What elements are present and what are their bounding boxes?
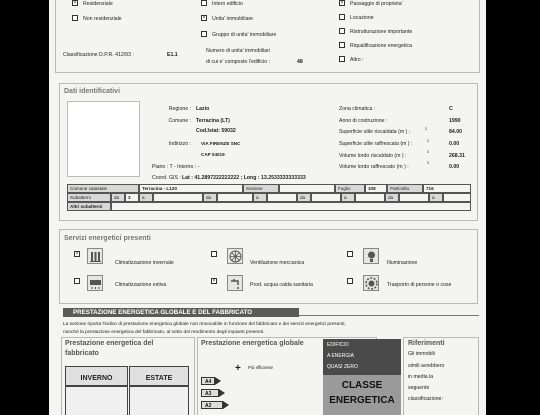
checkbox-residenziale[interactable]: ×: [73, 0, 77, 6]
checkbox-riqualificazione[interactable]: [339, 42, 345, 48]
servizi-title: Servizi energetici presenti: [64, 235, 151, 242]
classe-line-1: CLASSE: [341, 380, 383, 391]
riferimenti-text-5: classificazione:: [408, 396, 443, 402]
catasto-sezione-label: Sezione: [243, 184, 279, 193]
piano-value: Piano : T - Interno : -: [152, 164, 200, 170]
edificio-line-2: A ENERGIA: [327, 353, 354, 359]
regione-label: Regione :: [168, 106, 191, 112]
sup-raff-value: 0.00: [449, 141, 460, 147]
vol-risc-exponent: 3: [427, 150, 429, 154]
checkbox-unita-immobiliare[interactable]: ×: [202, 15, 206, 21]
checkbox-clima-estiva[interactable]: [74, 278, 80, 284]
sub-value-1: 3: [125, 193, 139, 202]
light-bulb-icon: [363, 248, 379, 264]
vol-raff-exponent: 3: [427, 161, 429, 165]
catasto-subalterni-label: Subalterni: [67, 193, 111, 202]
checkbox-clima-invernale[interactable]: ×: [75, 251, 79, 257]
estate-panel: [129, 386, 189, 415]
radiator-icon: [87, 248, 103, 264]
vol-raff-label: Volume lordo raffrescato (m ) :: [339, 164, 409, 170]
checkbox-ventilazione[interactable]: [211, 251, 217, 257]
catasto-altri-value: [111, 202, 471, 211]
zona-label: Zona climatica :: [339, 106, 376, 112]
vol-risc-label: Volume lordo riscaldato (m ) :: [339, 153, 407, 159]
catasto-altri-label: Altri subalterni: [67, 202, 111, 211]
anno-value: 1990: [449, 118, 461, 124]
num-unita-label-1: Numero di unita' immobiliari: [206, 48, 270, 54]
anno-label: Anno di costruzione :: [339, 118, 388, 124]
indirizzo-label: Indirizzo :: [168, 141, 191, 147]
catasto-particella-label: Particella: [387, 184, 423, 193]
edificio-line-1: EDIFICIO: [327, 342, 349, 348]
inverno-label: INVERNO: [80, 375, 113, 382]
label-clima-invernale: Climatizzazione invernale: [115, 260, 174, 266]
riferimenti-title: Riferimenti: [408, 340, 445, 347]
checkbox-intero-edificio[interactable]: [201, 0, 207, 6]
checkbox-altro[interactable]: [339, 56, 345, 62]
class-label-a4: A4: [201, 377, 215, 385]
label-ventilazione: Ventilazione meccanica: [250, 260, 305, 266]
sub-a-3: a: [341, 193, 355, 202]
sub-value-2: [153, 193, 203, 202]
indirizzo-value: VIA FIRENZE SNC: [201, 141, 241, 146]
riferimenti-text-1: Gli immobili: [408, 351, 435, 357]
class-arrow-a4: [215, 377, 221, 385]
checkbox-non-residenziale[interactable]: [72, 15, 78, 21]
coord-label: Coord. GIS :: [152, 175, 181, 181]
sub-da-4: da: [385, 193, 399, 202]
checkbox-passaggio-proprieta[interactable]: ×: [340, 0, 344, 6]
classificazione-label: Classificazione D.P.R. 412/93 :: [63, 52, 134, 58]
sup-raff-exponent: 2: [427, 139, 429, 143]
checkbox-trasporto[interactable]: [347, 278, 353, 284]
checkbox-locazione[interactable]: [339, 14, 345, 20]
label-intero-edificio: Intero edificio: [212, 1, 243, 7]
riferimenti-text-4: seguente: [408, 385, 430, 391]
label-gruppo-unita: Gruppo di unita' immobiliare: [212, 32, 277, 38]
sub-da-1: da: [111, 193, 125, 202]
estate-label: ESTATE: [145, 375, 173, 382]
sub-value-6: [355, 193, 385, 202]
label-non-residenziale: Non residenziale: [83, 16, 122, 22]
checkbox-acqua-calda[interactable]: ×: [212, 278, 216, 284]
catasto-sezione-value: [279, 184, 335, 193]
num-unita-label-2: di cui e' composto l'edificio :: [206, 59, 270, 65]
riferimenti-text-2: simili avrebbero: [408, 363, 445, 369]
dati-identificativi-title: Dati identificativi: [64, 88, 121, 95]
label-trasporto: Trasporto di persone o cose: [387, 282, 452, 288]
comune-label: Comune :: [168, 118, 191, 124]
label-acqua-calda: Prod. acqua calda sanitaria: [250, 282, 313, 288]
sub-a-2: a: [253, 193, 267, 202]
label-clima-estiva: Climatizzazione estiva: [115, 282, 167, 288]
gear-icon: [363, 275, 379, 291]
regione-value: Lazio: [196, 106, 210, 112]
checkbox-illuminazione[interactable]: [347, 251, 353, 257]
label-riqualificazione: Riqualificazione energetica: [350, 43, 412, 49]
plus-icon: +: [235, 363, 241, 374]
sub-value-7: [399, 193, 429, 202]
label-locazione: Locazione: [350, 15, 374, 21]
label-unita-immobiliare: Unita' immobiliare: [212, 16, 254, 22]
sup-risc-label: Superficie utile riscaldata (m ) :: [339, 129, 411, 135]
sup-risc-value: 84.00: [449, 129, 462, 135]
fabbricato-title-2: fabbricato: [65, 350, 99, 357]
label-ristrutturazione: Ristrutturazione importante: [350, 29, 413, 35]
label-residenziale: Residenziale: [83, 1, 113, 7]
fabbricato-title-1: Prestazione energetica del: [65, 340, 154, 347]
label-passaggio-proprieta: Passaggio di proprieta': [350, 1, 403, 7]
label-illuminazione: Illuminazione: [387, 260, 418, 266]
coord-value: Lat : 41.2897222222222 ; Long : 13.2533333333333: [182, 175, 306, 181]
catasto-particella-value: 716: [423, 184, 471, 193]
num-unita-value: 48: [297, 59, 303, 65]
air-conditioner-icon: [87, 275, 103, 291]
sub-value-4: [267, 193, 297, 202]
class-label-a3: A3: [201, 389, 219, 397]
prestazione-intro-2: nonché la prestazione energetica del fabbricato, al netto del rendimento degli impianti presenti.: [63, 330, 265, 335]
codistat-value: Cod.Istat: 59032: [196, 128, 236, 134]
prestazione-intro-1: La sezione riporta l'indice di prestazione energetica globale non rinnovabile in funzione del fabbricato e dei servizi energetici presenti,: [63, 322, 346, 327]
globale-title: Prestazione energetica globale: [201, 340, 304, 347]
faucet-icon: [227, 275, 243, 291]
inverno-header: [65, 366, 128, 386]
sub-value-3: [217, 193, 253, 202]
class-arrow-a2: [223, 401, 229, 409]
checkbox-gruppo-unita[interactable]: [201, 31, 207, 37]
building-photo-placeholder: [67, 101, 140, 177]
comune-value: Terracina (LT): [196, 118, 230, 124]
sub-a-1: a: [139, 193, 153, 202]
estate-header: [129, 366, 189, 386]
zona-value: C: [449, 106, 453, 112]
fan-icon: [227, 248, 243, 264]
sub-value-5: [311, 193, 341, 202]
label-altro: Altro :: [350, 57, 364, 63]
checkbox-ristrutturazione[interactable]: [339, 28, 345, 34]
sub-da-3: da: [297, 193, 311, 202]
energy-certificate-page: [49, 0, 486, 415]
vol-risc-value: 268.31: [449, 153, 465, 159]
riferimenti-text-3: in media la: [408, 374, 434, 380]
catasto-comune-label: Comune catastale: [67, 184, 139, 193]
sup-risc-exponent: 2: [425, 127, 427, 131]
prestazione-band: PRESTAZIONE ENERGETICA GLOBALE E DEL FABBRICATO: [63, 308, 299, 317]
class-arrow-a3: [219, 389, 225, 397]
band-line: [299, 315, 479, 316]
cap-value: CAP 04019: [201, 152, 225, 157]
catasto-foglio-label: Foglio: [335, 184, 365, 193]
piu-efficiente-label: Più efficiente: [248, 365, 274, 370]
catasto-foglio-value: 108: [365, 184, 387, 193]
classe-line-2: ENERGETICA: [329, 395, 395, 406]
sub-da-2: da: [203, 193, 217, 202]
inverno-panel: [65, 386, 128, 415]
class-label-a2: A2: [201, 401, 223, 409]
edificio-line-3: QUASI ZERO: [327, 364, 358, 370]
sub-a-4: a: [429, 193, 443, 202]
sub-value-8: [443, 193, 471, 202]
classificazione-value: E1.1: [167, 52, 178, 58]
sup-raff-label: Superficie utile raffrescata (m ) :: [339, 141, 413, 147]
vol-raff-value: 0.00: [449, 164, 460, 170]
catasto-comune-value: Terracina - L120: [139, 184, 243, 193]
